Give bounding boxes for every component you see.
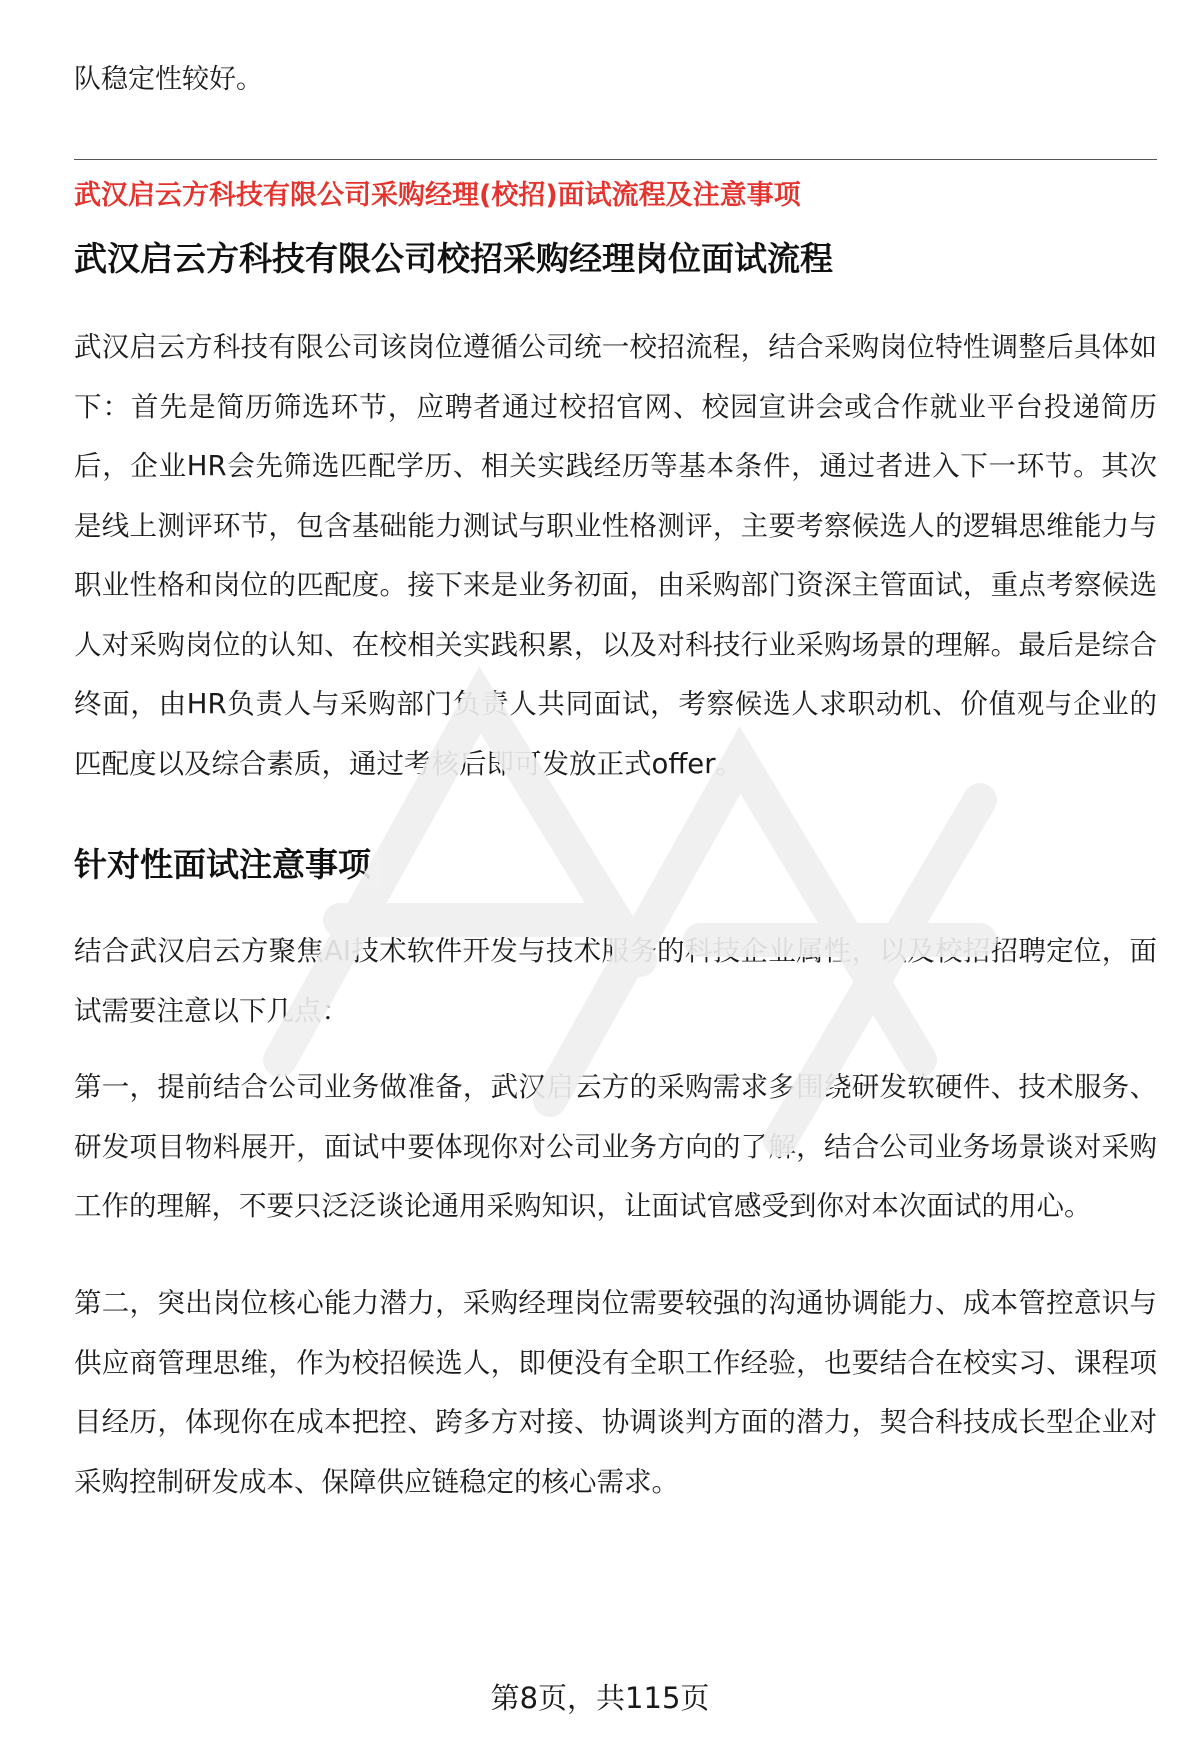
section-divider <box>74 159 1157 160</box>
process-heading: 武汉启云方科技有限公司校招采购经理岗位面试流程 <box>74 239 833 278</box>
notes-intro-paragraph: 结合武汉启云方聚焦AI技术软件开发与技术服务的科技企业属性，以及校招招聘定位，面试需要注意以下几点： <box>74 935 1157 1027</box>
notes-heading: 针对性面试注意事项 <box>74 845 371 884</box>
notes-point-1: 第一，提前结合公司业务做准备，武汉启云方的采购需求多围绕研发软硬件、技术服务、研发项目物料展开，面试中要体现你对公司业务方向的了解，结合公司业务场景谈对采购工作的理解，不要只泛泛谈论通用采购知识，让面试官感受到你对本次面试的用心。 <box>74 1071 1157 1222</box>
process-paragraph: 武汉启云方科技有限公司该岗位遵循公司统一校招流程，结合采购岗位特性调整后具体如下：首先是简历筛选环节，应聘者通过校招官网、校园宣讲会或合作就业平台投递简历后，企业HR会先筛选匹配学历、相关实践经历等基本条件，通过者进入下一环节。其次是线上测评环节，包含基础能力测试与职业性格测评，主要考察候选人的逻辑思维能力与职业性格和岗位的匹配度。接下来是业务初面，由采购部门资深主管面试，重点考察候选人对采购岗位的认知、在校相关实践积累，以及对科技行业采购场景的理解。最后是综合终面，由HR负责人与采购部门负责人共同面试，考察候选人求职动机、价值观与企业的匹配度以及综合素质，通过考核后即可发放正式offer。 <box>74 331 1157 780</box>
section-title: 武汉启云方科技有限公司采购经理(校招)面试流程及注意事项 <box>74 180 801 211</box>
notes-point-2: 第二，突出岗位核心能力潜力，采购经理岗位需要较强的沟通协调能力、成本管控意识与供应商管理思维，作为校招候选人，即便没有全职工作经验，也要结合在校实习、课程项目经历，体现你在成本把控、跨多方对接、协调谈判方面的潜力，契合科技成长型企业对采购控制研发成本、保障供应链稳定的核心需求。 <box>74 1287 1157 1498</box>
continued-text-line: 队稳定性较好。 <box>74 64 263 95</box>
page-number-footer: 第8页，共115页 <box>490 1681 710 1715</box>
